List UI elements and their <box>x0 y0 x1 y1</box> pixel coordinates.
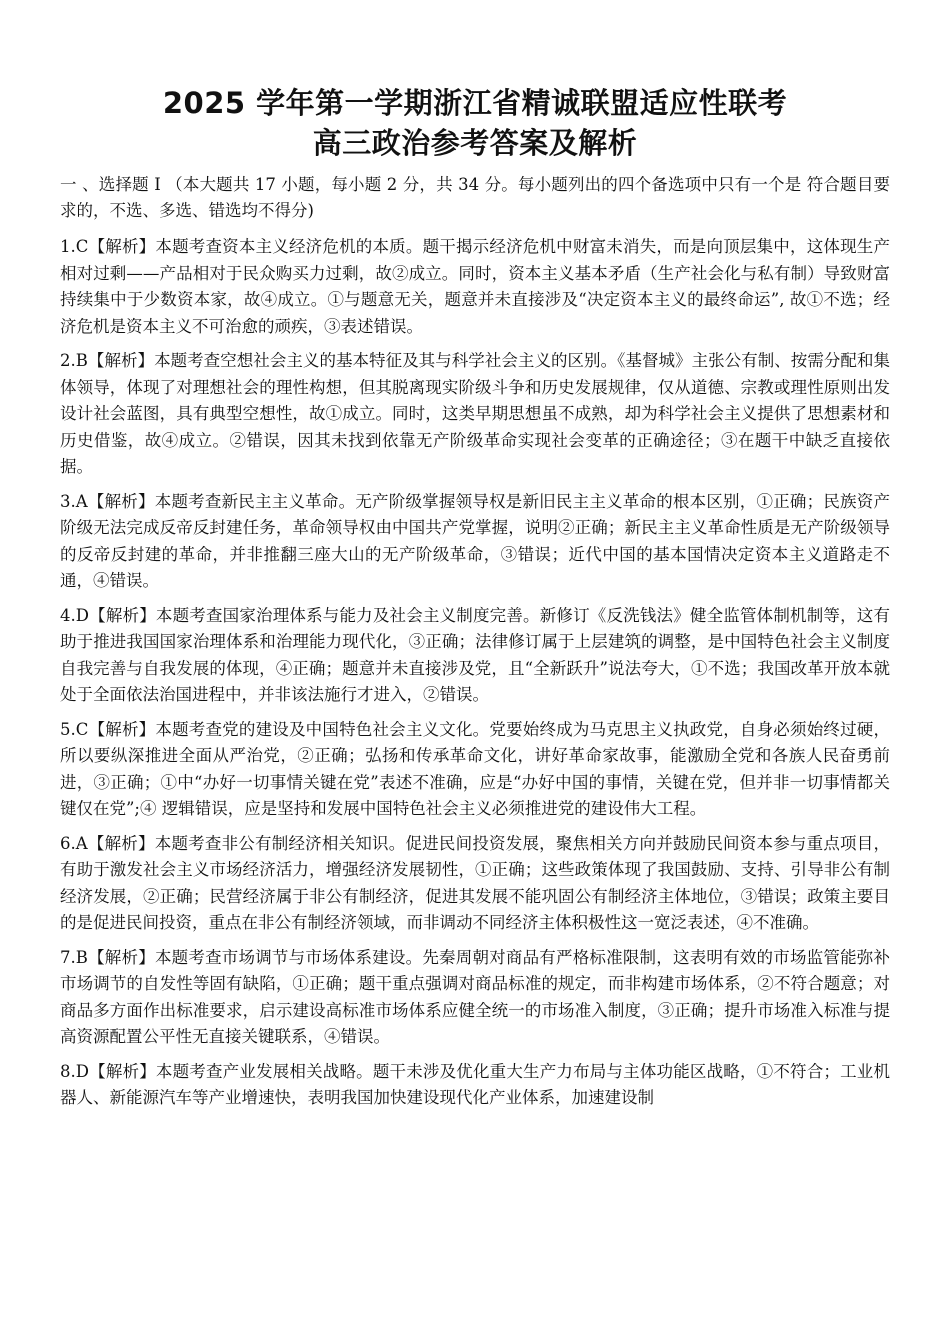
answer-item-7 <box>60 945 890 1051</box>
answer-label: 7.B【解析】 <box>60 947 155 967</box>
answer-item-2 <box>60 348 890 481</box>
document-title: 2025 学年第一学期浙江省精诚联盟适应性联考 <box>162 86 788 120</box>
answer-text: 本题考查资本主义经济危机的本质。题干揭示经济危机中财富未消失，而是向顶层集中，这体现生产相对过剩——产品相对于民众购买力过剩，故②成立。同时，资本主义基本矛盾（生产社会化与私有制）导致财富持续集中于少数资本家，故④成立。①与题意无关，题意并未直接涉及“决定资本主义的最终命运”, 故①不选；经济危机是资本主义不可治愈的顽疾，③表述错误。 <box>60 237 890 336</box>
document-subtitle: 高三政治参考答案及解析 <box>312 126 638 160</box>
answer-item-1 <box>60 234 890 340</box>
answer-label: 8.D【解析】 <box>60 1061 156 1081</box>
answer-item-4 <box>60 603 890 709</box>
answer-text: 本题考查党的建设及中国特色社会主义文化。党要始终成为马克思主义执政党，自身必须始终过硬，所以要纵深推进全面从严治党，②正确；弘扬和传承革命文化，讲好革命家故事，能激励全党和各族人民奋勇前进，③正确；①中“办好一切事情关键在党”表述不准确，应是“办好中国的事情，关键在党，但并非一切事情都关键仅在党”;④ 逻辑错误，应是坚持和发展中国特色社会主义必须推进党的建设伟大工程。 <box>60 719 890 818</box>
answer-label: 6.A【解析】 <box>60 833 155 853</box>
answer-text: 本题考查空想社会主义的基本特征及其与科学社会主义的区别。《基督城》主张公有制、按需分配和集体领导，体现了对理想社会的理性构想，但其脱离现实阶级斗争和历史发展规律，仅从道德、宗教或理性原则出发设计社会蓝图，具有典型空想性，故①成立。同时，这类早期思想虽不成熟，却为科学社会主义提供了思想素材和历史借鉴，故④成立。②错误，因其未找到依靠无产阶级革命实现社会变革的正确途径；③在题干中缺乏直接依据。 <box>60 351 890 476</box>
answer-text: 本题考查市场调节与市场体系建设。先秦周朝对商品有严格标准限制，这表明有效的市场监管能弥补市场调节的自发性等固有缺陷，①正确；题干重点强调对商品标准的规定，而非构建市场体系，②不符合题意；对商品多方面作出标准要求，启示建设高标准市场体系应健全统一的市场准入制度，③正确；提升市场准入标准与提高资源配置公平性无直接关键联系，④错误。 <box>60 947 891 1046</box>
answer-label: 1.C【解析】 <box>60 237 156 256</box>
answer-label: 5.C【解析】 <box>60 719 156 739</box>
answer-text: 本题考查产业发展相关战略。题干未涉及优化重大生产力布局与主体功能区战略，①不符合；工业机器人、新能源汽车等产业增速快，表明我国加快建设现代化产业体系，加速建设制 <box>60 1061 890 1107</box>
answer-item-3 <box>60 489 890 595</box>
answer-item-8 <box>60 1059 890 1112</box>
answer-text: 本题考查非公有制经济相关知识。促进民间投资发展，聚焦相关方向并鼓励民间资本参与重点项目，有助于激发社会主义市场经济活力，增强经济发展韧性，①正确；这些政策体现了我国鼓励、支持、引导非公有制经济发展，②正确；民营经济属于非公有制经济，促进其发展不能巩固公有制经济主体地位，③错误；政策主要目的是促进民间投资，重点在非公有制经济领域，而非调动不同经济主体积极性这一宽泛表述，④不准确。 <box>60 833 890 932</box>
answer-item-6 <box>60 831 890 937</box>
section-intro: 一 、选择题 I （本大题共 17 小题，每小题 2 分，共 34 分。每小题列出的四个备选项中只有一个是 符合题目要求的，不选、多选、错选均不得分) <box>60 175 890 220</box>
answer-text: 本题考查国家治理体系与能力及社会主义制度完善。新修订《反洗钱法》健全监管体制机制等，这有助于推进我国国家治理体系和治理能力现代化，③正确；法律修订属于上层建筑的调整，是中国特色社会主义制度自我完善与自我发展的体现，④正确；题意并未直接涉及党，且“全新跃升”说法夸大，①不选；我国改革开放本就处于全面依法治国进程中，并非该法施行才进入，②错误。 <box>60 605 890 704</box>
answer-item-5 <box>60 717 890 823</box>
answer-label: 3.A【解析】 <box>60 491 155 511</box>
answer-text: 本题考查新民主主义革命。无产阶级掌握领导权是新旧民主主义革命的根本区别，①正确；民族资产阶级无法完成反帝反封建任务，革命领导权由中国共产党掌握，说明②正确；新民主主义革命性质是无产阶级领导的反帝反封建的革命，并非推翻三座大山的无产阶级革命，③错误；近代中国的基本国情决定资本主义道路走不通，④错误。 <box>60 491 890 590</box>
answer-label: 2.B【解析】 <box>60 351 155 370</box>
answer-label: 4.D【解析】 <box>60 605 156 625</box>
